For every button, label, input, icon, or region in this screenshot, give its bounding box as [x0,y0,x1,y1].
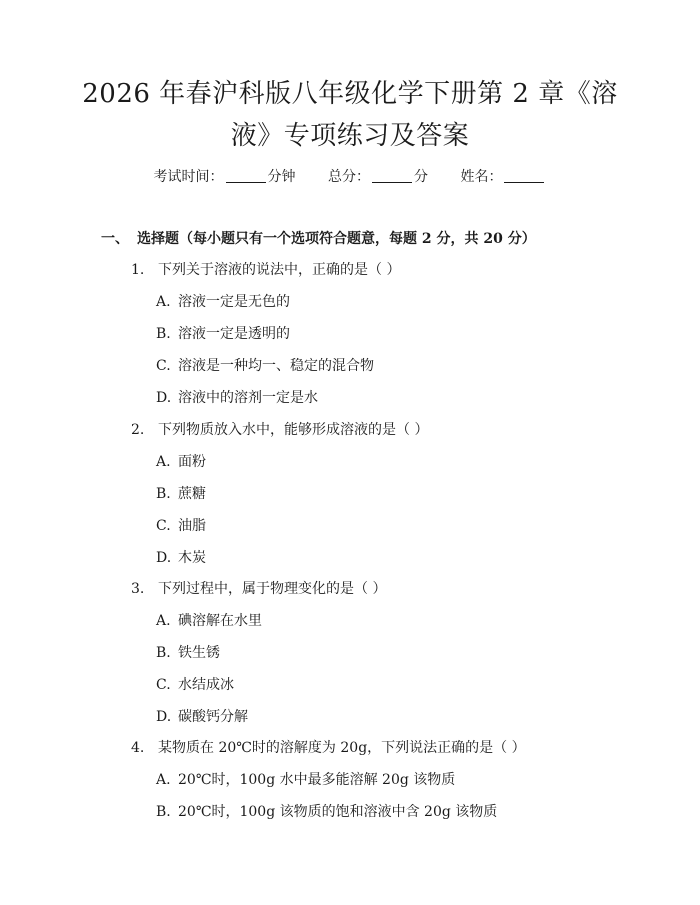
option-letter: B. [156,645,171,661]
section-heading [101,229,536,249]
document-title-line-2: 液》专项练习及答案 [230,121,470,151]
option-letter: D. [156,550,172,566]
option-text: 油脂 [178,518,206,534]
option-text: 碘溶解在水里 [178,613,262,629]
student-name-label: 姓名： [460,169,503,185]
question-number: 2. [131,422,145,438]
option-letter: A. [156,294,171,310]
option-3b [156,643,220,663]
option-1a [156,292,290,312]
option-3d [156,707,248,727]
exam-time-unit: 分钟 [267,169,296,185]
question-text: 某物质在 20℃时的溶解度为 20g，下列说法正确的是（ ） [158,740,526,756]
option-text: 面粉 [178,454,206,470]
question-2 [131,420,428,440]
question-text: 下列物质放入水中，能够形成溶液的是（ ） [158,422,429,438]
question-number: 1. [131,262,145,278]
option-text: 20℃时，100g 水中最多能溶解 20g 该物质 [178,772,456,788]
option-text: 水结成冰 [178,677,234,693]
option-3c [156,675,234,695]
option-letter: A. [156,772,171,788]
option-text: 蔗糖 [178,486,206,502]
option-3a [156,611,262,631]
option-letter: B. [156,486,171,502]
option-2b [156,484,206,504]
question-text: 下列关于溶液的说法中，正确的是（ ） [158,262,401,278]
exam-time-blank [226,168,266,183]
option-letter: C. [156,677,171,693]
exam-meta [0,167,700,187]
question-text: 下列过程中，属于物理变化的是（ ） [158,581,387,597]
option-letter: C. [156,518,171,534]
question-1 [131,260,400,280]
option-text: 溶液一定是透明的 [178,326,290,342]
option-text: 溶液一定是无色的 [178,294,290,310]
option-letter: A. [156,454,171,470]
document-title-line-1: 2026 年春沪科版八年级化学下册第 2 章《溶 [82,79,618,109]
option-text: 溶液中的溶剂一定是水 [178,390,318,406]
section-number: 一、 [101,231,129,247]
exam-time-field [154,167,296,187]
option-1b [156,324,290,344]
option-letter: B. [156,804,171,820]
question-3 [131,579,386,599]
option-1d [156,388,318,408]
option-letter: D. [156,390,172,406]
option-2c [156,516,206,536]
total-score-blank [372,168,412,183]
option-2a [156,452,206,472]
option-text: 木炭 [178,550,206,566]
section-title: 选择题（每小题只有一个选项符合题意，每题 2 分，共 20 分） [137,231,536,247]
total-score-label: 总分： [328,169,370,185]
option-text: 溶液是一种均一、稳定的混合物 [178,358,374,374]
option-2d [156,548,206,568]
student-name-blank [504,168,544,183]
total-score-unit: 分 [414,169,428,185]
question-number: 4. [131,740,145,756]
option-text: 铁生锈 [178,645,220,661]
option-4b [156,802,497,822]
option-text: 20℃时，100g 该物质的饱和溶液中含 20g 该物质 [178,804,498,820]
option-letter: D. [156,709,172,725]
option-letter: C. [156,358,171,374]
option-letter: A. [156,613,171,629]
option-1c [156,356,374,376]
student-name-field [460,167,546,187]
total-score-field [328,167,428,187]
option-text: 碳酸钙分解 [178,709,248,725]
option-4a [156,770,455,790]
question-number: 3. [131,581,145,597]
exam-time-label: 考试时间： [153,169,224,185]
question-4 [131,738,526,758]
option-letter: B. [156,326,171,342]
